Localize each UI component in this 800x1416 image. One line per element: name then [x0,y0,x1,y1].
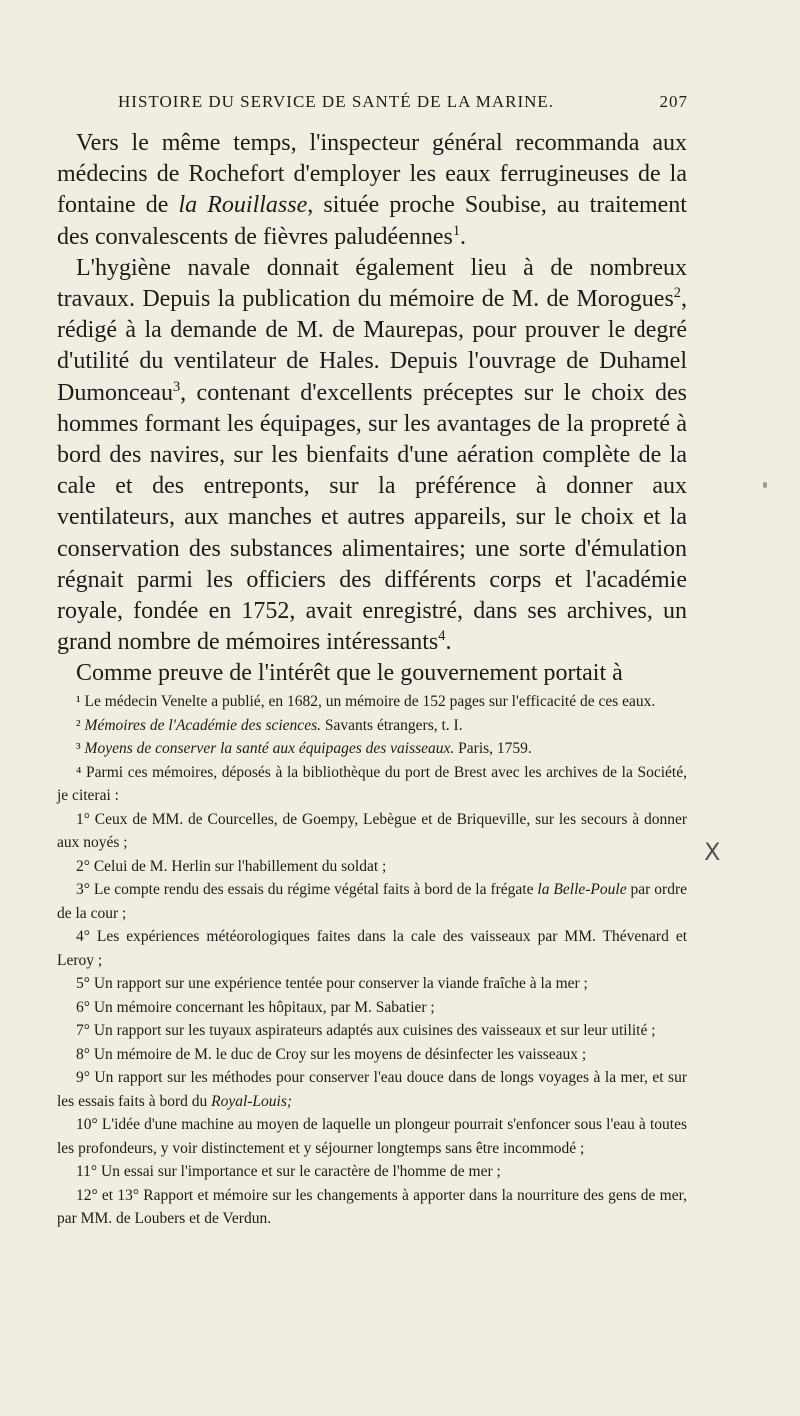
footnote-ref-2: 2 [673,285,681,302]
running-title: HISTOIRE DU SERVICE DE SANTÉ DE LA MARINE. [118,92,555,111]
footnote-3 [57,737,687,761]
text-run: , contenant d'excellents préceptes sur le choix des hommes formant les équipages, sur les avantages de la propreté à bord des navires, sur les bienfaits d'une aération complète de la cale et des entreponts, sur la préférence à donner aux ventilateurs, aux manches et autres appareils, sur le choix et la conservation des substances alimentaires; une sorte d'émulation régnait parmi les officiers des différents corps et l'académie royale, fondée en 1752, avait enregistré, dans ses archives, un grand nombre de mémoires intéressants [57,379,687,656]
footnote-list-item: 5° Un rapport sur une expérience tentée pour conserver la viande fraîche à la mer ; [76,975,588,992]
handwritten-margin-mark: X [704,838,721,866]
work-title: Mémoires de l'Académie des sciences. [84,716,321,734]
ink-spot [763,482,767,488]
ship-name: la Belle-Poule [537,881,627,898]
place-name: la Rouillasse [178,192,308,219]
footnote-list-item: 1° Ceux de MM. de Courcelles, de Goempy, Lebègue et de Briqueville, sur les secours à donner aux noyés ; [57,810,687,851]
footnotes [57,690,687,1231]
ship-name: Royal-Louis; [211,1092,293,1110]
footnote-ref-4: 4 [438,628,446,645]
text-run: ³ [76,740,85,757]
footnote-list-item: 12° et 13° Rapport et mémoire sur les changements à apporter dans la nourriture des gens de mer, par MM. de Loubers et de Verdun. [57,1186,687,1227]
text-run: ² [76,716,85,734]
footnote-list-item: 8° Un mémoire de M. le duc de Croy sur les moyens de désinfecter les vaisseaux ; [76,1045,587,1063]
work-title: Moyens de conserver la santé aux équipages des vaisseaux. [84,740,455,757]
text-run: . [445,629,452,656]
text-run: L'hygiène navale donnait également lieu à de nombreux travaux. Depuis la publication du mémoire de M. de Morogues [57,254,687,313]
page-number: 207 [659,92,688,111]
text-run: , rédigé à la demande de M. de Maurepas, pour prouver le degré d'utilité du ventilateur de Hales. Depuis l'ouvrage de Duhamel Dumonceau [57,286,687,406]
footnote-4: ⁴ Parmi ces mémoires, déposés à la bibliothèque du port de Brest avec les archives de la Société, je citerai : [57,763,687,804]
main-text [57,128,687,690]
text-run: . [460,223,467,250]
footnote-list-item [57,878,687,925]
footnote-list-item: 10° L'idée d'une machine au moyen de laquelle un plongeur pourrait s'enfoncer sous l'eau à toutes les profondeurs, y voir distinctement et y séjourner longtemps sans être incommodé ; [57,1116,687,1157]
text-run: 9° Un rapport sur les méthodes pour conserver l'eau douce dans de longs voyages à la mer, et sur les essais faits à bord du [57,1069,687,1110]
footnote-list-item: 7° Un rapport sur les tuyaux aspirateurs adaptés aux cuisines des vaisseaux et sur leur utilité ; [76,1022,656,1039]
footnote-ref-1: 1 [452,222,461,239]
footnote-list-item: 2° Celui de M. Herlin sur l'habillement du soldat ; [76,857,387,875]
footnote-list-item [57,1066,687,1113]
text-run: 3° Le compte rendu des essais du régime végétal faits à bord de la frégate [76,881,538,898]
paragraph-2 [57,253,687,659]
text-run: Paris, 1759. [454,740,532,757]
text-run: , située proche Soubise, au traitement des convalescents de fièvres paludéennes [57,192,687,250]
paragraph-3: Comme preuve de l'intérêt que le gouvernement portait à [76,660,623,687]
footnote-list-item: 6° Un mémoire concernant les hôpitaux, par M. Sabatier ; [76,998,435,1016]
footnote-ref-3: 3 [172,378,181,395]
text-run: Vers le même temps, l'inspecteur général recommanda aux médecins de Rochefort d'employer les eaux ferrugineuses de la fontaine de [57,130,687,219]
footnote-list-item: 11° Un essai sur l'importance et sur le caractère de l'homme de mer ; [76,1163,501,1180]
footnote-list-item: 4° Les expériences météorologiques faites dans la cale des vaisseaux par MM. Thévenard et Leroy ; [57,928,687,969]
footnote-1: ¹ Le médecin Venelte a publié, en 1682, un mémoire de 152 pages sur l'efficacité de ces eaux. [76,693,656,710]
text-run: Savants étrangers, t. I. [320,716,463,734]
text-run: par ordre de la cour ; [57,881,687,922]
footnote-2 [57,714,687,738]
paragraph-1 [57,128,687,253]
